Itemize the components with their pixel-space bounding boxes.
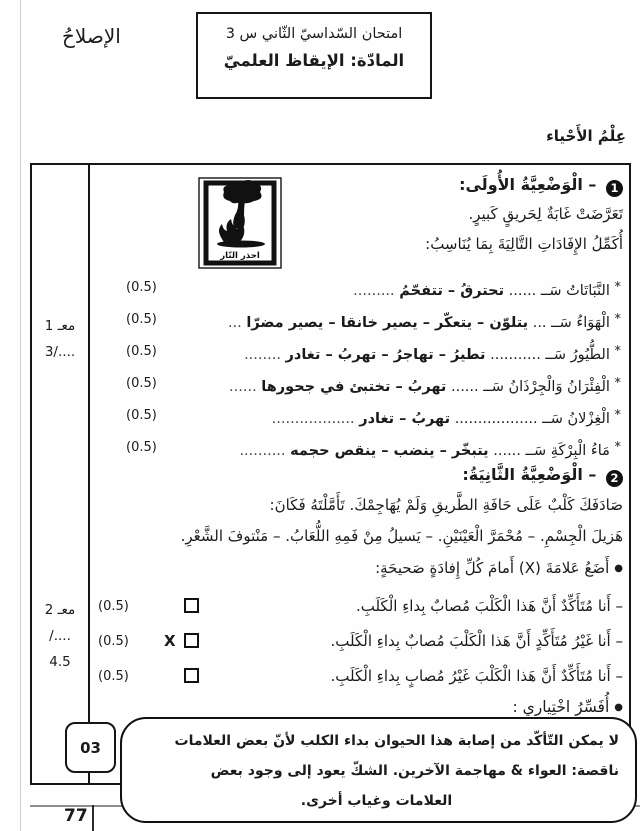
situation2-number-icon: 2 bbox=[606, 470, 623, 487]
scan-edge-artifact bbox=[20, 0, 21, 831]
criterion-2-dots: /.... bbox=[49, 628, 71, 644]
item-bullet-icon: * bbox=[614, 312, 621, 327]
score-column-divider bbox=[88, 165, 90, 783]
answer-line: ناقصة: العواء & مهاجمة الآخرين. الشكّ يعود إلى وجود بعض bbox=[210, 763, 619, 779]
situation1-instruction: أُكَمِّلُ الإِفَادَاتِ التَّالِيَةَ بِمَا يُنَاسِبُ: bbox=[425, 235, 623, 253]
item-dotted-line[interactable]: ... bbox=[227, 315, 242, 331]
item-dotted-line[interactable]: .................. bbox=[271, 411, 355, 427]
statement-row bbox=[92, 659, 623, 694]
handwritten-answer-bubble[interactable] bbox=[120, 717, 637, 823]
fill-in-item-row bbox=[92, 336, 623, 368]
situation1-intro: تَعَرَّضَتْ غَابَةٌ لِحَريقٍ كَبيرٍ. bbox=[468, 205, 623, 223]
item-points: (0.5) bbox=[126, 376, 157, 391]
situation2-title bbox=[462, 465, 623, 487]
exam-header-box bbox=[196, 12, 432, 99]
criterion-1-value: 3/.... bbox=[44, 344, 76, 360]
item-prompt: الْهَوَاءُ سَــ ... bbox=[532, 315, 610, 331]
item-handwritten-answer[interactable]: يتبخّر – ينضب – ينقص حجمه bbox=[290, 443, 489, 459]
item-handwritten-answer[interactable]: تحترقُ – تتفحّمُ bbox=[399, 283, 505, 299]
criterion-1-score bbox=[32, 313, 88, 365]
item-bullet-icon: * bbox=[614, 344, 621, 359]
statement-points: (0.5) bbox=[98, 599, 129, 614]
item-handwritten-answer[interactable]: تهربُ – تختبئ في جحورها bbox=[261, 379, 447, 395]
x-mark: X bbox=[164, 632, 176, 650]
fill-in-item-row bbox=[92, 432, 623, 464]
situation1-title-text: – الْوَضْعِيَّةُ الأُولَى: bbox=[459, 175, 597, 194]
correction-label: الإصلاحُ bbox=[62, 24, 121, 48]
exam-body-frame bbox=[30, 163, 631, 785]
item-points: (0.5) bbox=[126, 280, 157, 295]
statement-text: – أَنا مُتَأَكِّدٌ أَنَّ هَذا الْكَلْبَ غَيْرُ مُصابٍ بِداءِ الْكَلَبِ. bbox=[330, 667, 623, 685]
item-handwritten-answer[interactable]: تهربُ – تغادر bbox=[359, 411, 451, 427]
item-dotted-line[interactable]: ........ bbox=[244, 347, 281, 363]
item-dotted-line[interactable]: .......... bbox=[239, 443, 286, 459]
fill-in-item-row bbox=[92, 368, 623, 400]
criterion-2-label: معـ 2 bbox=[44, 602, 76, 618]
item-points: (0.5) bbox=[126, 344, 157, 359]
item-bullet-icon: * bbox=[614, 280, 621, 295]
item-dotted-line[interactable]: ...... bbox=[229, 379, 257, 395]
exam-title: امتحان السّداسيّ الثّاني س 3 bbox=[225, 26, 403, 42]
situation2-observations: هَزيلَ الْجِسْمِ. – مُحْمَرَّ الْعَيْنَيْنِ. – يَسيلُ مِنْ فَمِهِ اللُّعَابُ. – مَنْتوفَ الشَّعْرِ. bbox=[180, 527, 623, 545]
statement-checkbox[interactable] bbox=[184, 598, 199, 613]
statement-points: (0.5) bbox=[98, 669, 129, 684]
item-prompt: الْفِئْرَانُ وَالْجِرْذَانُ سَــ ...... bbox=[450, 379, 610, 395]
poster-caption: احذر النّار bbox=[220, 251, 260, 261]
item-bullet-icon: * bbox=[614, 408, 621, 423]
fill-in-item-row bbox=[92, 400, 623, 432]
situation2-instruction: ● أَضَعُ عَلامَةَ (X) أَمامَ كُلِّ إِفادَةٍ صَحيحَةٍ: bbox=[375, 559, 623, 577]
item-points: (0.5) bbox=[126, 408, 157, 423]
statement-checkbox[interactable] bbox=[184, 668, 199, 683]
situation2-title-text: – الْوَضْعِيَّةُ الثَّانِيَةُ: bbox=[462, 465, 597, 484]
exam-subject: المادّة: الإيقاظ العلميّ bbox=[223, 51, 405, 70]
answer-line: العلامات وغياب أخرى. bbox=[300, 793, 453, 809]
statement-checkbox[interactable] bbox=[184, 633, 199, 648]
fill-in-item-row bbox=[92, 272, 623, 304]
fill-in-item-row bbox=[92, 304, 623, 336]
answer-line: لا يمكن التّأكّد من إصابة هذا الحيوان بداء الكلب لأنّ بعض العلامات bbox=[174, 733, 619, 749]
statement-row bbox=[92, 624, 623, 659]
situation1-title bbox=[459, 175, 623, 197]
fill-in-items bbox=[92, 272, 623, 464]
total-score-box: 03 bbox=[65, 722, 116, 773]
domain-label: عِلْمُ الأَحْياء bbox=[546, 127, 626, 145]
item-prompt: مَاءُ الْبِرْكَةِ سَــ ...... bbox=[493, 443, 610, 459]
item-prompt: النَّبَاتَاتُ سَــ ...... bbox=[508, 283, 610, 299]
criterion-2-score bbox=[32, 597, 88, 675]
burnt-tree-fire-icon bbox=[198, 177, 282, 269]
item-bullet-icon: * bbox=[614, 440, 621, 455]
item-prompt: الطُّيُورُ سَــ ........... bbox=[490, 347, 610, 363]
item-points: (0.5) bbox=[126, 440, 157, 455]
statement-points: (0.5) bbox=[98, 634, 129, 649]
page-number: 77 bbox=[64, 806, 88, 826]
footer-tick bbox=[92, 805, 94, 831]
statement-text: – أَنا مُتَأَكِّدٌ أَنَّ هَذا الْكَلْبَ مُصابٌ بِداءِ الْكَلَبِ. bbox=[355, 597, 623, 615]
situation1-number-icon: 1 bbox=[606, 180, 623, 197]
statement-list bbox=[92, 589, 623, 694]
statement-row bbox=[92, 589, 623, 624]
fire-warning-poster bbox=[198, 177, 282, 269]
situation2-scenario: صَادَفَكَ كَلْبٌ عَلَى حَافَةِ الطَّريقِ وَلَمْ يُهَاجِمْكَ. تَأَمَّلْتَهُ فَكَانَ: bbox=[269, 496, 623, 514]
item-dotted-line[interactable]: ......... bbox=[353, 283, 395, 299]
criterion-2-max: 4.5 bbox=[49, 654, 71, 670]
item-handwritten-answer[interactable]: يتلوّن – يتعكّر – يصير خانقا – يصير مضرّا bbox=[246, 315, 529, 331]
item-handwritten-answer[interactable]: تطيرُ – تهاجرُ – تهربُ – تغادر bbox=[285, 347, 486, 363]
criterion-1-label: معـ 1 bbox=[44, 318, 76, 334]
item-bullet-icon: * bbox=[614, 376, 621, 391]
item-prompt: الْغِزْلانُ سَــ .................. bbox=[454, 411, 610, 427]
explain-label: ● أُفَسِّرُ اخْتِياري : bbox=[513, 698, 624, 716]
statement-text: – أَنا غَيْرُ مُتَأَكِّدٍ أَنَّ هَذا الْكَلْبَ مُصابٌ بِداءِ الْكَلَبِ. bbox=[330, 632, 623, 650]
item-points: (0.5) bbox=[126, 312, 157, 327]
